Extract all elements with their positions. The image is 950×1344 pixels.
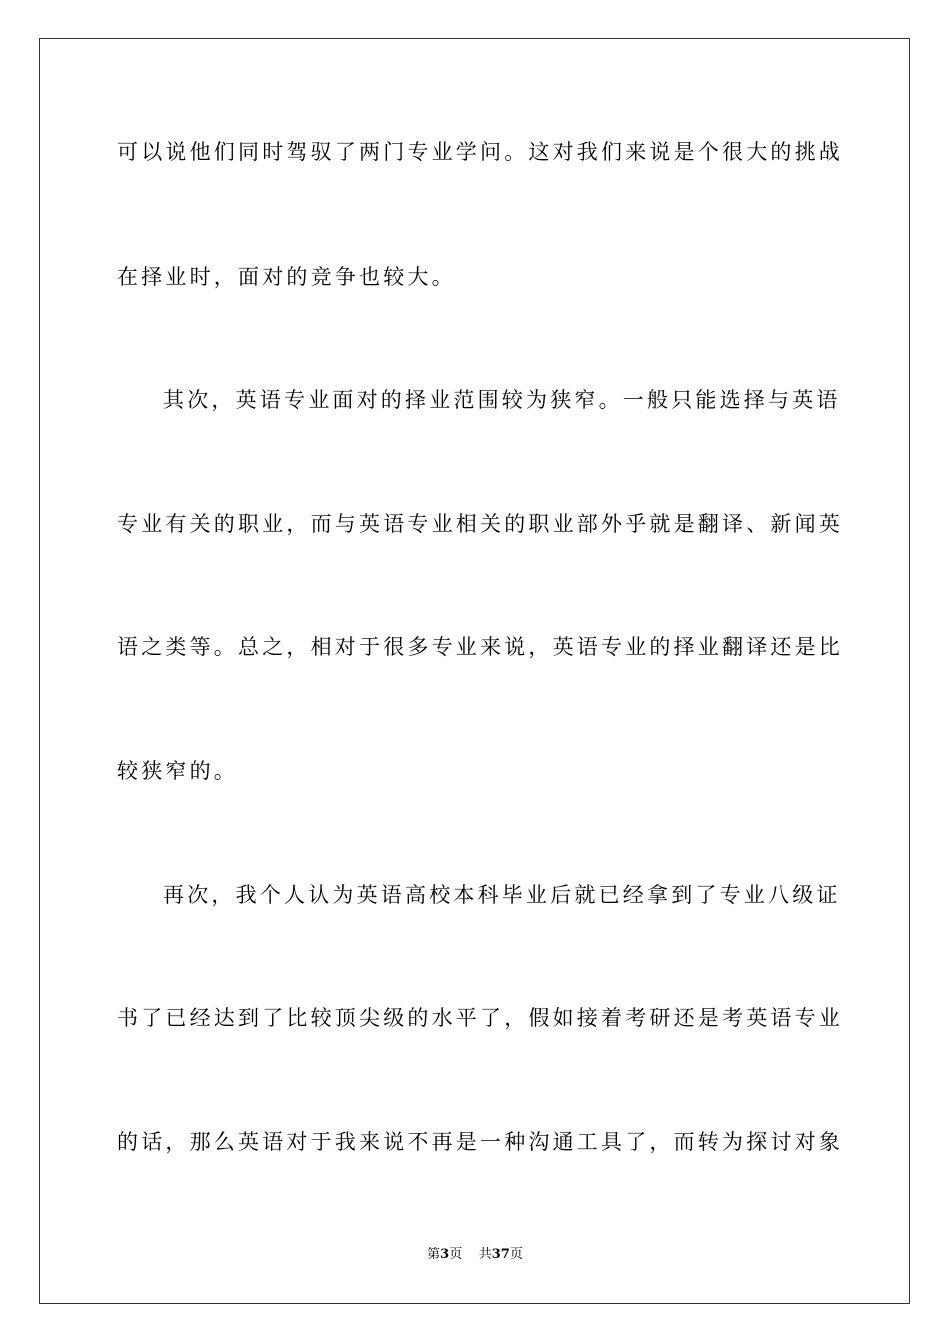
body-text-line: 专业有关的职业，而与英语专业相关的职业部外乎就是翻译、新闻英 — [117, 512, 843, 536]
footer-total-suffix: 页 — [509, 1247, 523, 1262]
footer-page-suffix: 页 — [449, 1247, 463, 1262]
footer-page-number: 3 — [440, 1247, 450, 1262]
body-text-line: 可以说他们同时驾驭了两门专业学问。这对我们来说是个很大的挑战 — [117, 140, 843, 164]
body-text-line: 书了已经达到了比较顶尖级的水平了，假如接着考研还是考英语专业 — [117, 1006, 843, 1030]
body-text-line: 再次，我个人认为英语高校本科毕业后就已经拿到了专业八级证 — [163, 883, 841, 907]
page-footer — [0, 1246, 950, 1264]
footer-total-pages: 37 — [491, 1247, 510, 1262]
body-text-line: 其次，英语专业面对的择业范围较为狭窄。一般只能选择与英语 — [163, 388, 841, 412]
page-border — [39, 38, 910, 1304]
footer-page-prefix: 第 — [427, 1247, 441, 1262]
body-text-line: 较狭窄的。 — [117, 759, 238, 783]
body-text-line: 语之类等。总之，相对于很多专业来说，英语专业的择业翻译还是比 — [117, 635, 843, 659]
body-text-line: 的话，那么英语对于我来说不再是一种沟通工具了，而转为探讨对象 — [117, 1130, 843, 1154]
body-text-line: 在择业时，面对的竞争也较大。 — [117, 265, 456, 289]
footer-total-prefix: 共 — [478, 1247, 492, 1262]
